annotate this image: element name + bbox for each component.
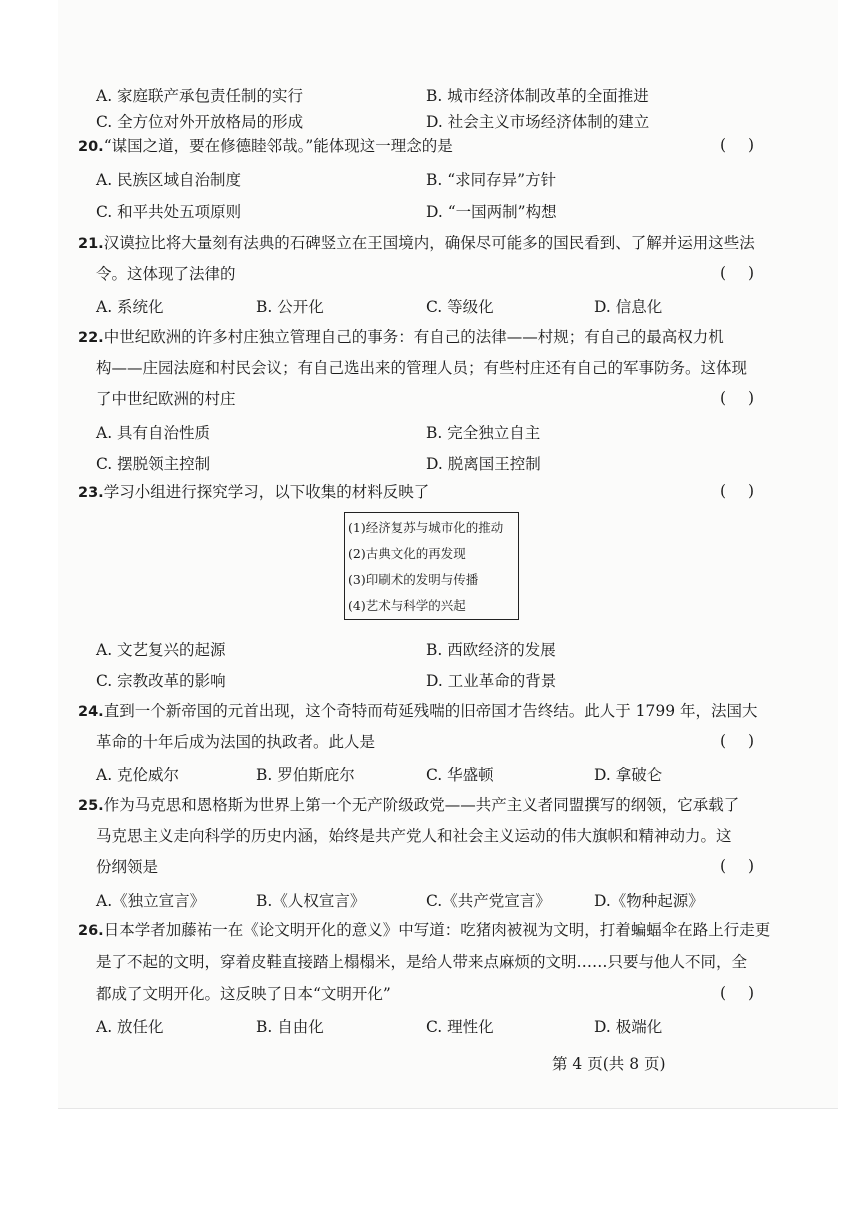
- question-text-cont: 令。这体现了法律的: [96, 265, 236, 283]
- option-a: A. 系统化: [96, 298, 164, 316]
- answer-bracket: (): [720, 482, 777, 500]
- question-text-cont: 份纲领是: [96, 858, 159, 876]
- option-d: D.《物种起源》: [594, 892, 704, 910]
- option-d: D. 拿破仑: [594, 766, 663, 784]
- option-d: D. 极端化: [594, 1018, 663, 1036]
- option-a: A. 民族区域自治制度: [96, 171, 242, 189]
- question-text-cont: 了中世纪欧洲的村庄: [96, 390, 236, 408]
- option-a: A. 具有自治性质: [96, 424, 211, 442]
- option-c: C. 理性化: [426, 1018, 494, 1036]
- question-text: 学习小组进行探究学习，以下收集的材料反映了: [103, 483, 430, 501]
- option-b: B. 西欧经济的发展: [426, 641, 556, 659]
- question-21: [78, 233, 755, 254]
- question-26: [78, 920, 770, 941]
- question-text-cont: 马克思主义走向科学的历史内涵，始终是共产党人和社会主义运动的伟大旗帜和精神动力。这: [96, 827, 732, 845]
- question-text: 日本学者加藤祐一在《论文明开化的意义》中写道：吃猪肉被视为文明，打着蝙蝠伞在路上行走更: [103, 921, 771, 939]
- option-a: A. 文艺复兴的起源: [96, 641, 226, 659]
- option-c: C. 华盛顿: [426, 766, 494, 784]
- option-b: B. 自由化: [256, 1018, 324, 1036]
- question-number: 22.: [78, 330, 104, 346]
- answer-bracket: (): [720, 264, 777, 282]
- option-b: B. “求同存异”方针: [426, 171, 557, 189]
- option-d: D. 脱离国王控制: [426, 455, 541, 473]
- question-number: 24.: [78, 704, 104, 720]
- page-number: 第 4 页(共 8 页): [552, 1055, 666, 1073]
- material-item: (3)印刷术的发明与传播: [348, 572, 479, 587]
- option-c: C. 宗教改革的影响: [96, 672, 226, 690]
- question-number: 25.: [78, 798, 104, 814]
- question-number: 21.: [78, 236, 104, 252]
- answer-bracket: (): [720, 136, 777, 154]
- option-c: C. 全方位对外开放格局的形成: [96, 113, 304, 131]
- question-text: “谋国之道，要在修德睦邻哉。”能体现这一理念的是: [103, 137, 453, 155]
- answer-bracket: (): [720, 389, 777, 407]
- question-23: [78, 482, 429, 503]
- option-b: B. 完全独立自主: [426, 424, 541, 442]
- question-text-cont: 是了不起的文明，穿着皮鞋直接踏上榻榻米，是给人带来点麻烦的文明……只要与他人不同，全: [96, 953, 748, 971]
- answer-bracket: (): [720, 732, 777, 750]
- question-20: [78, 136, 453, 157]
- option-d: D. 信息化: [594, 298, 663, 316]
- question-text: 直到一个新帝国的元首出现，这个奇特而苟延残喘的旧帝国才告终结。此人于 1799 年，法国大: [103, 702, 758, 720]
- question-25: [78, 795, 739, 816]
- question-text: 作为马克思和恩格斯为世界上第一个无产阶级政党——共产主义者同盟撰写的纲领，它承载了: [103, 796, 740, 814]
- option-a: A. 放任化: [96, 1018, 164, 1036]
- question-24: [78, 701, 758, 722]
- question-number: 26.: [78, 923, 104, 939]
- option-a: A.《独立宣言》: [96, 892, 206, 910]
- material-item: (2)古典文化的再发现: [348, 546, 466, 561]
- question-number: 23.: [78, 485, 104, 501]
- material-item: (4)艺术与科学的兴起: [348, 598, 466, 613]
- material-item: (1)经济复苏与城市化的推动: [348, 520, 504, 535]
- option-b: B.《人权宣言》: [256, 892, 366, 910]
- question-text-cont: 革命的十年后成为法国的执政者。此人是: [96, 733, 376, 751]
- question-text-cont: 构——庄园法庭和村民会议；有自己选出来的管理人员；有些村庄还有自己的军事防务。这体现: [96, 359, 748, 377]
- option-a: A. 克伦威尔: [96, 766, 180, 784]
- option-c: C.《共产党宣言》: [426, 892, 551, 910]
- option-a: A. 家庭联产承包责任制的实行: [96, 87, 304, 105]
- option-c: C. 等级化: [426, 298, 494, 316]
- option-b: B. 罗伯斯庇尔: [256, 766, 355, 784]
- option-c: C. 摆脱领主控制: [96, 455, 211, 473]
- option-d: D. “一国两制”构想: [426, 203, 557, 221]
- answer-bracket: (): [720, 984, 777, 1002]
- question-text-cont: 都成了文明开化。这反映了日本“文明开化”: [96, 985, 391, 1003]
- question-22: [78, 327, 724, 348]
- question-number: 20.: [78, 139, 104, 155]
- option-b: B. 公开化: [256, 298, 324, 316]
- option-d: D. 工业革命的背景: [426, 672, 557, 690]
- question-text: 中世纪欧洲的许多村庄独立管理自己的事务：有自己的法律——村规；有自己的最高权力机: [103, 328, 724, 346]
- question-text: 汉谟拉比将大量刻有法典的石碑竖立在王国境内，确保尽可能多的国民看到、了解并运用这些法: [103, 234, 755, 252]
- material-box: [344, 512, 519, 620]
- option-d: D. 社会主义市场经济体制的建立: [426, 113, 650, 131]
- answer-bracket: (): [720, 857, 777, 875]
- option-b: B. 城市经济体制改革的全面推进: [426, 87, 649, 105]
- option-c: C. 和平共处五项原则: [96, 203, 242, 221]
